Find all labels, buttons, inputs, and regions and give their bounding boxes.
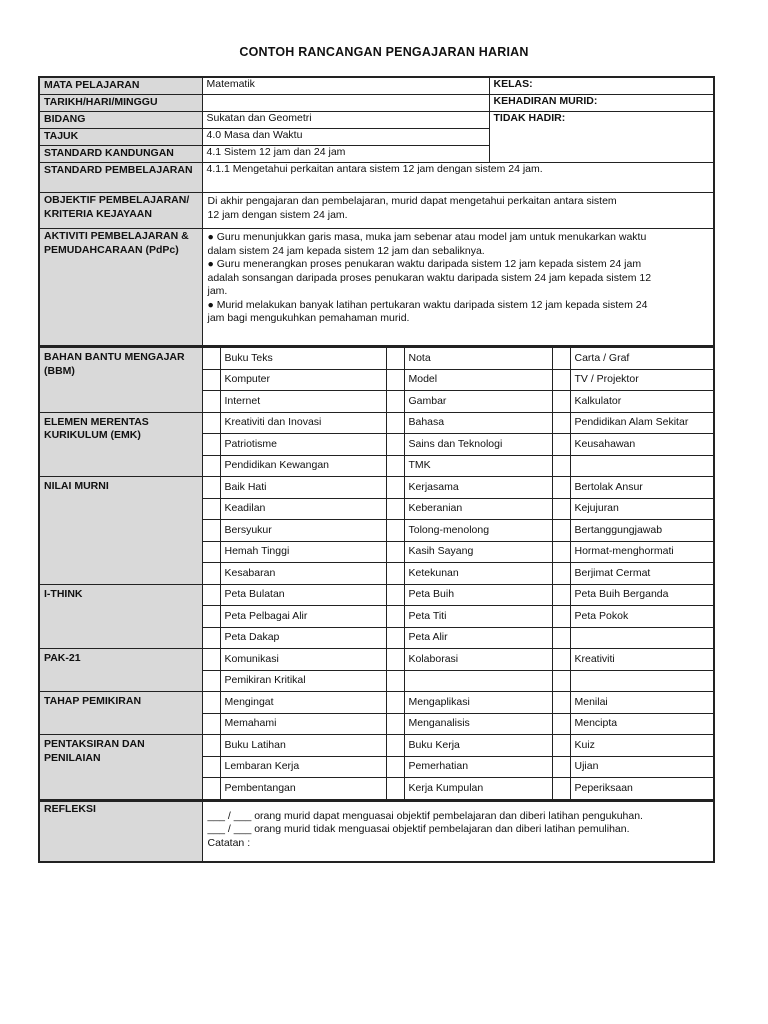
section-label: PENTAKSIRAN DAN PENILAIAN <box>39 735 202 800</box>
tarikh-label: TARIKH/HARI/MINGGU <box>39 95 202 112</box>
option-label: Keberanian <box>404 498 552 520</box>
bidang-label: BIDANG <box>39 112 202 129</box>
option-checkbox[interactable] <box>552 756 570 778</box>
option-label: Buku Kerja <box>404 735 552 757</box>
option-checkbox[interactable] <box>386 735 404 757</box>
option-checkbox[interactable] <box>552 520 570 542</box>
mata-pelajaran-value[interactable]: Matematik <box>202 77 489 95</box>
tajuk-label: TAJUK <box>39 129 202 146</box>
option-label: Nota <box>404 348 552 370</box>
option-checkbox[interactable] <box>552 713 570 735</box>
option-row <box>39 649 714 671</box>
option-label: Peperiksaan <box>570 778 714 800</box>
option-label: Peta Dakap <box>220 627 386 649</box>
option-label: Memahami <box>220 713 386 735</box>
option-checkbox[interactable] <box>386 455 404 477</box>
option-label: Kesabaran <box>220 563 386 585</box>
option-checkbox[interactable] <box>202 606 220 628</box>
option-row <box>39 348 714 370</box>
option-checkbox[interactable] <box>552 735 570 757</box>
option-checkbox[interactable] <box>202 498 220 520</box>
option-label <box>404 670 552 692</box>
standard-pembelajaran-value[interactable]: 4.1.1 Mengetahui perkaitan antara sistem 12 jam dengan sistem 24 jam. <box>202 163 714 193</box>
tajuk-value[interactable]: 4.0 Masa dan Waktu <box>202 129 489 146</box>
refleksi-label: REFLEKSI <box>39 801 202 862</box>
option-label: Keadilan <box>220 498 386 520</box>
option-label: Kalkulator <box>570 391 714 413</box>
standard-kandungan-value[interactable]: 4.1 Sistem 12 jam dan 24 jam <box>202 146 489 163</box>
page-title: CONTOH RANCANGAN PENGAJARAN HARIAN <box>239 45 529 59</box>
option-checkbox[interactable] <box>202 584 220 606</box>
option-label: Ketekunan <box>404 563 552 585</box>
option-label <box>570 455 714 477</box>
objektif-line: Di akhir pengajaran dan pembelajaran, murid dapat mengetahui perkaitan antara sistem <box>207 195 617 207</box>
option-label: Keusahawan <box>570 434 714 456</box>
option-label: Internet <box>220 391 386 413</box>
option-checkbox[interactable] <box>386 627 404 649</box>
section-label: I-THINK <box>39 584 202 649</box>
mata-pelajaran-label: MATA PELAJARAN <box>39 77 202 95</box>
option-label: Peta Buih <box>404 584 552 606</box>
lesson-plan-sheet <box>38 76 713 863</box>
option-checkbox[interactable] <box>202 369 220 391</box>
option-checkbox[interactable] <box>386 541 404 563</box>
refleksi-text[interactable] <box>202 801 714 862</box>
option-label: Peta Bulatan <box>220 584 386 606</box>
option-checkbox[interactable] <box>202 434 220 456</box>
option-checkbox[interactable] <box>552 434 570 456</box>
option-label: Peta Alir <box>404 627 552 649</box>
option-checkbox[interactable] <box>386 692 404 714</box>
bidang-value[interactable]: Sukatan dan Geometri <box>202 112 489 129</box>
option-label <box>570 670 714 692</box>
option-label: Pemerhatian <box>404 756 552 778</box>
section-label: BAHAN BANTU MENGAJAR (BBM) <box>39 348 202 413</box>
option-label: TV / Projektor <box>570 369 714 391</box>
section-label: NILAI MURNI <box>39 477 202 585</box>
refleksi-table <box>38 801 715 863</box>
option-label: Sains dan Teknologi <box>404 434 552 456</box>
option-checkbox[interactable] <box>386 498 404 520</box>
objektif-line: 12 jam dengan sistem 24 jam. <box>207 208 348 221</box>
option-label: Peta Pokok <box>570 606 714 628</box>
option-label: Model <box>404 369 552 391</box>
option-label: Carta / Graf <box>570 348 714 370</box>
option-row <box>39 692 714 714</box>
header-table <box>38 76 715 347</box>
option-label: Bertolak Ansur <box>570 477 714 499</box>
option-checkbox[interactable] <box>386 520 404 542</box>
objektif-label: OBJEKTIF PEMBELAJARAN/ KRITERIA KEJAYAAN <box>39 193 202 229</box>
option-checkbox[interactable] <box>552 348 570 370</box>
option-label: Kuiz <box>570 735 714 757</box>
option-label: Pembentangan <box>220 778 386 800</box>
option-checkbox[interactable] <box>552 477 570 499</box>
option-checkbox[interactable] <box>202 391 220 413</box>
option-checkbox[interactable] <box>202 627 220 649</box>
option-checkbox[interactable] <box>202 778 220 800</box>
option-label: Hemah Tinggi <box>220 541 386 563</box>
option-label: Komputer <box>220 369 386 391</box>
objektif-text[interactable] <box>202 193 714 229</box>
option-checkbox[interactable] <box>552 627 570 649</box>
aktiviti-line: ● Guru menunjukkan garis masa, muka jam sebenar atau model jam untuk menukarkan waktu <box>207 231 647 243</box>
option-label: Pendidikan Kewangan <box>220 455 386 477</box>
aktiviti-line: ● Murid melakukan banyak latihan pertukaran waktu daripada sistem 12 jam kepada sistem 24 <box>207 298 648 311</box>
option-checkbox[interactable] <box>552 692 570 714</box>
option-label: Kreativiti <box>570 649 714 671</box>
tarikh-value[interactable] <box>202 95 489 112</box>
aktiviti-line: jam. <box>207 285 228 297</box>
option-checkbox[interactable] <box>202 455 220 477</box>
option-label: Mencipta <box>570 713 714 735</box>
option-checkbox[interactable] <box>386 756 404 778</box>
option-label: Ujian <box>570 756 714 778</box>
option-checkbox[interactable] <box>552 670 570 692</box>
option-label: Kreativiti dan Inovasi <box>220 412 386 434</box>
aktiviti-line: jam bagi mengukuhkan pemahaman murid. <box>207 312 410 324</box>
option-label: Peta Buih Berganda <box>570 584 714 606</box>
option-checkbox[interactable] <box>202 477 220 499</box>
option-checkbox[interactable] <box>386 391 404 413</box>
options-table <box>38 347 715 801</box>
option-label: Bersyukur <box>220 520 386 542</box>
option-checkbox[interactable] <box>202 541 220 563</box>
option-checkbox[interactable] <box>386 670 404 692</box>
option-checkbox[interactable] <box>552 606 570 628</box>
option-label: Kerjasama <box>404 477 552 499</box>
tidak-hadir-field[interactable]: TIDAK HADIR: <box>489 112 714 163</box>
option-row <box>39 584 714 606</box>
option-checkbox[interactable] <box>202 713 220 735</box>
refleksi-line: ___ / ___ orang murid tidak menguasai objektif pembelajaran dan diberi latihan pemulihan. <box>207 823 630 835</box>
option-checkbox[interactable] <box>552 541 570 563</box>
option-checkbox[interactable] <box>202 520 220 542</box>
option-label: Pendidikan Alam Sekitar <box>570 412 714 434</box>
option-label: Komunikasi <box>220 649 386 671</box>
option-checkbox[interactable] <box>552 778 570 800</box>
option-checkbox[interactable] <box>202 670 220 692</box>
option-checkbox[interactable] <box>202 692 220 714</box>
option-row <box>39 412 714 434</box>
kehadiran-field[interactable]: KEHADIRAN MURID: <box>489 95 714 112</box>
option-checkbox[interactable] <box>552 498 570 520</box>
option-checkbox[interactable] <box>386 584 404 606</box>
aktiviti-line: ● Guru menerangkan proses penukaran waktu daripada sistem 12 jam kepada sistem 24 jam <box>207 258 642 270</box>
kelas-field[interactable]: KELAS: <box>489 77 714 95</box>
option-label <box>570 627 714 649</box>
aktiviti-line: adalah sonsangan daripada proses penukaran waktu daripada sistem 24 jam kepada sistem 12 <box>207 271 652 284</box>
option-label: Kolaborasi <box>404 649 552 671</box>
option-label: Berjimat Cermat <box>570 563 714 585</box>
option-checkbox[interactable] <box>386 606 404 628</box>
option-checkbox[interactable] <box>202 735 220 757</box>
option-label: Menilai <box>570 692 714 714</box>
section-label: TAHAP PEMIKIRAN <box>39 692 202 735</box>
option-checkbox[interactable] <box>386 434 404 456</box>
option-checkbox[interactable] <box>202 348 220 370</box>
option-label: Kasih Sayang <box>404 541 552 563</box>
option-checkbox[interactable] <box>552 412 570 434</box>
option-checkbox[interactable] <box>386 477 404 499</box>
option-label: Kerja Kumpulan <box>404 778 552 800</box>
option-row <box>39 477 714 499</box>
refleksi-line: Catatan : <box>207 836 251 849</box>
section-label: ELEMEN MERENTAS KURIKULUM (EMK) <box>39 412 202 477</box>
option-checkbox[interactable] <box>202 649 220 671</box>
refleksi-line: ___ / ___ orang murid dapat menguasai objektif pembelajaran dan diberi latihan pengukuhan. <box>207 809 643 822</box>
option-label: Hormat-menghormati <box>570 541 714 563</box>
option-checkbox[interactable] <box>552 391 570 413</box>
option-label: Kejujuran <box>570 498 714 520</box>
standard-pembelajaran-label: STANDARD PEMBELAJARAN <box>39 163 202 193</box>
aktiviti-line: dalam sistem 24 jam kepada sistem 12 jam dan sebaliknya. <box>207 244 485 257</box>
standard-kandungan-label: STANDARD KANDUNGAN <box>39 146 202 163</box>
option-label: Lembaran Kerja <box>220 756 386 778</box>
option-label: TMK <box>404 455 552 477</box>
option-label: Gambar <box>404 391 552 413</box>
option-checkbox[interactable] <box>386 369 404 391</box>
option-label: Tolong-menolong <box>404 520 552 542</box>
option-checkbox[interactable] <box>386 649 404 671</box>
option-label: Peta Titi <box>404 606 552 628</box>
option-checkbox[interactable] <box>386 412 404 434</box>
option-label: Baik Hati <box>220 477 386 499</box>
option-checkbox[interactable] <box>552 455 570 477</box>
option-label: Buku Teks <box>220 348 386 370</box>
section-label: PAK-21 <box>39 649 202 692</box>
aktiviti-text[interactable] <box>202 229 714 347</box>
option-checkbox[interactable] <box>552 584 570 606</box>
option-checkbox[interactable] <box>386 563 404 585</box>
option-label: Peta Pelbagai Alir <box>220 606 386 628</box>
option-checkbox[interactable] <box>552 563 570 585</box>
option-label: Menganalisis <box>404 713 552 735</box>
option-checkbox[interactable] <box>386 778 404 800</box>
option-checkbox[interactable] <box>202 412 220 434</box>
option-checkbox[interactable] <box>386 348 404 370</box>
option-checkbox[interactable] <box>386 713 404 735</box>
option-label: Bahasa <box>404 412 552 434</box>
option-label: Buku Latihan <box>220 735 386 757</box>
option-label: Mengingat <box>220 692 386 714</box>
option-checkbox[interactable] <box>552 369 570 391</box>
option-checkbox[interactable] <box>202 756 220 778</box>
aktiviti-label: AKTIVITI PEMBELAJARAN & PEMUDAHCARAAN (PdPc) <box>39 229 202 347</box>
option-label: Patriotisme <box>220 434 386 456</box>
option-checkbox[interactable] <box>202 563 220 585</box>
option-checkbox[interactable] <box>552 649 570 671</box>
option-row <box>39 735 714 757</box>
option-label: Bertanggungjawab <box>570 520 714 542</box>
option-label: Pemikiran Kritikal <box>220 670 386 692</box>
option-label: Mengaplikasi <box>404 692 552 714</box>
